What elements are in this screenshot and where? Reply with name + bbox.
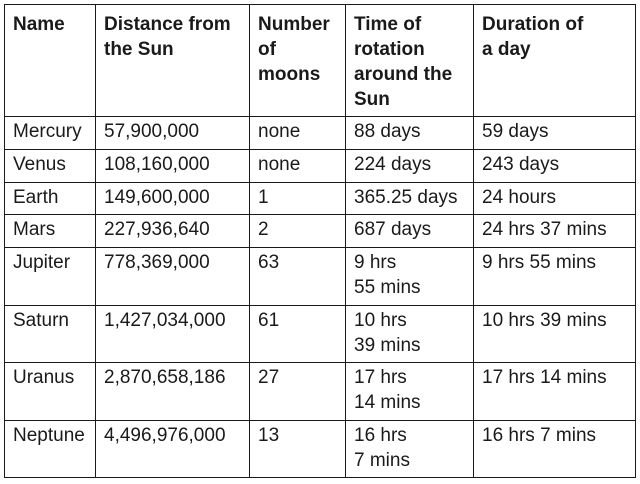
moons-value: 63 [258, 252, 280, 274]
planet-name: Mercury [13, 121, 82, 142]
header-moons-label: Number of moons [258, 14, 330, 85]
moons-value: 61 [258, 309, 280, 331]
distance-cell [96, 305, 250, 362]
planet-name-cell [5, 305, 96, 362]
moons-cell [250, 215, 346, 248]
planet-name: Earth [13, 186, 59, 208]
day-duration-value: 16 hrs 7 mins [482, 424, 597, 446]
rotation-value: 17 hrs 14 mins [354, 367, 421, 414]
day-duration-cell [474, 117, 636, 150]
planet-name: Venus [13, 153, 66, 175]
distance-cell [96, 420, 250, 477]
moons-value: 13 [258, 424, 280, 446]
day-duration-value: 59 days [482, 121, 549, 142]
rotation-cell [346, 182, 474, 215]
planet-name-cell [5, 248, 96, 305]
distance-value: 227,936,640 [104, 219, 210, 241]
planet-name-cell [5, 149, 96, 182]
day-duration-value: 24 hours [482, 186, 556, 208]
header-distance [96, 5, 250, 117]
table-row [5, 363, 636, 420]
day-duration-cell [474, 363, 636, 420]
day-duration-value: 243 days [482, 153, 560, 175]
rotation-value: 9 hrs 55 mins [354, 252, 421, 299]
distance-value: 2,870,658,186 [104, 367, 226, 389]
table-row [5, 117, 636, 150]
table-row [5, 248, 636, 305]
rotation-value: 365.25 days [354, 186, 458, 208]
rotation-value: 10 hrs 39 mins [354, 309, 421, 356]
moons-cell [250, 305, 346, 362]
rotation-cell [346, 215, 474, 248]
planet-name-cell [5, 117, 96, 150]
header-day-duration [474, 5, 636, 117]
day-duration-value: 9 hrs 55 mins [482, 252, 597, 274]
day-duration-value: 10 hrs 39 mins [482, 309, 607, 331]
table-row [5, 182, 636, 215]
planets-table [4, 4, 636, 478]
table-row [5, 215, 636, 248]
distance-value: 778,369,000 [104, 252, 210, 274]
moons-cell [250, 248, 346, 305]
day-duration-cell [474, 215, 636, 248]
day-duration-cell [474, 420, 636, 477]
rotation-value: 88 days [354, 121, 421, 142]
planet-name: Jupiter [13, 252, 71, 274]
rotation-cell [346, 420, 474, 477]
header-name [5, 5, 96, 117]
moons-value: none [258, 153, 301, 175]
planet-name-cell [5, 182, 96, 215]
day-duration-cell [474, 305, 636, 362]
distance-cell [96, 248, 250, 305]
rotation-value: 687 days [354, 219, 432, 241]
moons-cell [250, 420, 346, 477]
distance-cell [96, 215, 250, 248]
day-duration-value: 17 hrs 14 mins [482, 367, 607, 389]
rotation-value: 224 days [354, 153, 432, 175]
distance-value: 57,900,000 [104, 121, 200, 142]
rotation-cell [346, 117, 474, 150]
distance-cell [96, 182, 250, 215]
header-distance-label: Distance from the Sun [104, 14, 231, 60]
day-duration-cell [474, 248, 636, 305]
table-header-row [5, 5, 636, 117]
day-duration-cell [474, 149, 636, 182]
moons-cell [250, 117, 346, 150]
rotation-cell [346, 305, 474, 362]
moons-value: 1 [258, 186, 269, 208]
table-row [5, 420, 636, 477]
header-name-label: Name [13, 14, 65, 35]
planet-name: Neptune [13, 424, 85, 446]
header-rotation-label: Time of rotation around the Sun [354, 14, 453, 110]
moons-value: none [258, 121, 301, 142]
rotation-cell [346, 248, 474, 305]
moons-value: 27 [258, 367, 280, 389]
planet-name-cell [5, 363, 96, 420]
table-row [5, 149, 636, 182]
day-duration-cell [474, 182, 636, 215]
moons-value: 2 [258, 219, 269, 241]
header-moons [250, 5, 346, 117]
planet-name: Saturn [13, 309, 69, 331]
moons-cell [250, 363, 346, 420]
rotation-cell [346, 149, 474, 182]
table-row [5, 305, 636, 362]
planet-name-cell [5, 420, 96, 477]
distance-cell [96, 149, 250, 182]
moons-cell [250, 149, 346, 182]
distance-cell [96, 117, 250, 150]
header-day-duration-label: Duration of a day [482, 14, 584, 60]
distance-cell [96, 363, 250, 420]
distance-value: 4,496,976,000 [104, 424, 226, 446]
distance-value: 149,600,000 [104, 186, 210, 208]
distance-value: 108,160,000 [104, 153, 210, 175]
distance-value: 1,427,034,000 [104, 309, 226, 331]
day-duration-value: 24 hrs 37 mins [482, 219, 607, 241]
rotation-cell [346, 363, 474, 420]
header-rotation [346, 5, 474, 117]
planet-name: Uranus [13, 367, 75, 389]
planet-name: Mars [13, 219, 56, 241]
moons-cell [250, 182, 346, 215]
rotation-value: 16 hrs 7 mins [354, 424, 410, 471]
planet-name-cell [5, 215, 96, 248]
